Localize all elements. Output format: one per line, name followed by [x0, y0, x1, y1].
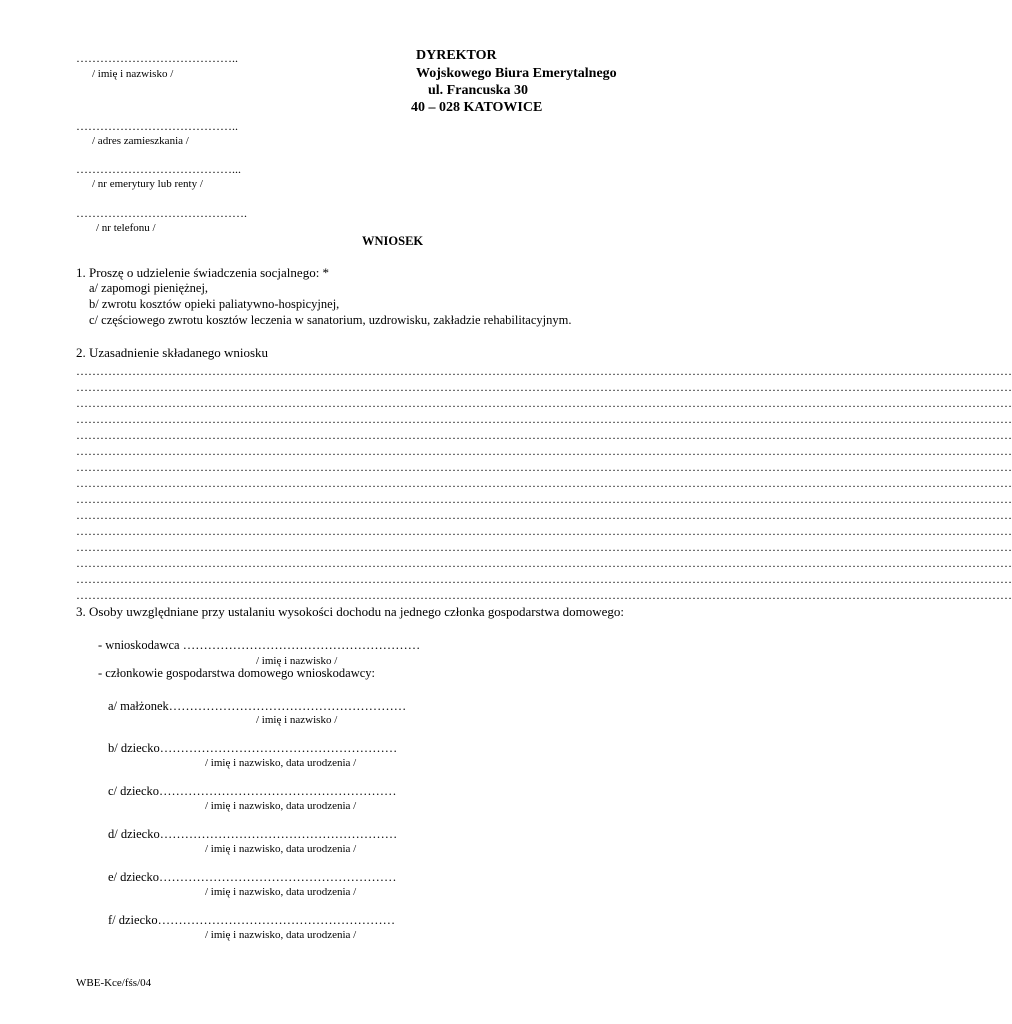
child-f-caption: / imię i nazwisko, data urodzenia / — [205, 929, 357, 941]
recipient-line-1: DYREKTOR — [416, 48, 497, 63]
form-title: WNIOSEK — [362, 234, 424, 248]
justification-line[interactable]: ……………………………………………………………………………………………………………………………………………………………………………………………………………… — [76, 588, 1012, 602]
justification-line[interactable]: ……………………………………………………………………………………………………………………………………………………………………………………………………………… — [76, 556, 1012, 570]
recipient-line-2: Wojskowego Biura Emerytalnego — [416, 66, 617, 81]
child-d-caption: / imię i nazwisko, data urodzenia / — [205, 843, 357, 855]
section-3-heading: 3. Osoby uwzględniane przy ustalaniu wysokości dochodu na jednego członka gospodarstwa domowego: — [76, 604, 625, 619]
justification-line[interactable]: ……………………………………………………………………………………………………………………………………………………………………………………………………………… — [76, 396, 1012, 410]
justification-line[interactable]: ……………………………………………………………………………………………………………………………………………………………………………………………………………… — [76, 540, 1012, 554]
justification-line[interactable]: ……………………………………………………………………………………………………………………………………………………………………………………………………………… — [76, 364, 1012, 378]
spouse-field[interactable]: a/ małżonek………………………………………………… — [108, 699, 407, 713]
justification-line[interactable]: ……………………………………………………………………………………………………………………………………………………………………………………………………………… — [76, 460, 1012, 474]
child-d-field[interactable]: d/ dziecko………………………………………………… — [108, 827, 398, 841]
applicant-address-field[interactable]: ………………………………….. — [76, 119, 238, 133]
child-f-field[interactable]: f/ dziecko………………………………………………… — [108, 913, 396, 927]
phone-number-caption: / nr telefonu / — [96, 222, 156, 234]
justification-line[interactable]: ……………………………………………………………………………………………………………………………………………………………………………………………………………… — [76, 380, 1012, 394]
option-c-checkbox[interactable]: c/ częściowego zwrotu kosztów leczenia w sanatorium, uzdrowisku, zakładzie rehabilitacyjnym. — [89, 313, 572, 327]
justification-line[interactable]: ……………………………………………………………………………………………………………………………………………………………………………………………………………… — [76, 412, 1012, 426]
section-2-heading: 2. Uzasadnienie składanego wniosku — [76, 345, 269, 360]
recipient-line-4: 40 – 028 KATOWICE — [411, 100, 543, 115]
justification-line[interactable]: ……………………………………………………………………………………………………………………………………………………………………………………………………………… — [76, 476, 1012, 490]
applicant-address-caption: / adres zamieszkania / — [92, 135, 189, 147]
form-code: WBE-Kce/fśs/04 — [76, 977, 152, 989]
child-b-caption: / imię i nazwisko, data urodzenia / — [205, 757, 357, 769]
justification-line[interactable]: ……………………………………………………………………………………………………………………………………………………………………………………………………………… — [76, 524, 1012, 538]
child-e-caption: / imię i nazwisko, data urodzenia / — [205, 886, 357, 898]
pension-number-caption: / nr emerytury lub renty / — [92, 178, 203, 190]
child-c-field[interactable]: c/ dziecko………………………………………………… — [108, 784, 397, 798]
phone-number-field[interactable]: ……………………………………. — [76, 206, 247, 220]
option-a-checkbox[interactable]: a/ zapomogi pieniężnej, — [89, 281, 209, 295]
applicant-household-caption: / imię i nazwisko / — [256, 655, 338, 667]
section-1-heading: 1. Proszę o udzielenie świadczenia socjalnego: * — [76, 265, 330, 280]
option-b-checkbox[interactable]: b/ zwrotu kosztów opieki paliatywno-hospicyjnej, — [89, 297, 340, 311]
justification-line[interactable]: ……………………………………………………………………………………………………………………………………………………………………………………………………………… — [76, 444, 1012, 458]
child-e-field[interactable]: e/ dziecko………………………………………………… — [108, 870, 397, 884]
child-b-field[interactable]: b/ dziecko………………………………………………… — [108, 741, 398, 755]
applicant-name-caption: / imię i nazwisko / — [92, 68, 174, 80]
pension-number-field[interactable]: …………………………………... — [76, 162, 241, 176]
justification-line[interactable]: ……………………………………………………………………………………………………………………………………………………………………………………………………………… — [76, 428, 1012, 442]
spouse-caption: / imię i nazwisko / — [256, 714, 338, 726]
recipient-line-3: ul. Francuska 30 — [428, 83, 528, 98]
household-members-heading: - członkowie gospodarstwa domowego wnioskodawcy: — [98, 666, 376, 680]
child-c-caption: / imię i nazwisko, data urodzenia / — [205, 800, 357, 812]
justification-line[interactable]: ……………………………………………………………………………………………………………………………………………………………………………………………………………… — [76, 572, 1012, 586]
justification-line[interactable]: ……………………………………………………………………………………………………………………………………………………………………………………………………………… — [76, 492, 1012, 506]
justification-line[interactable]: ……………………………………………………………………………………………………………………………………………………………………………………………………………… — [76, 508, 1012, 522]
applicant-name-field[interactable]: ………………………………….. — [76, 51, 238, 65]
applicant-household-field[interactable]: - wnioskodawca ………………………………………………… — [98, 638, 421, 652]
